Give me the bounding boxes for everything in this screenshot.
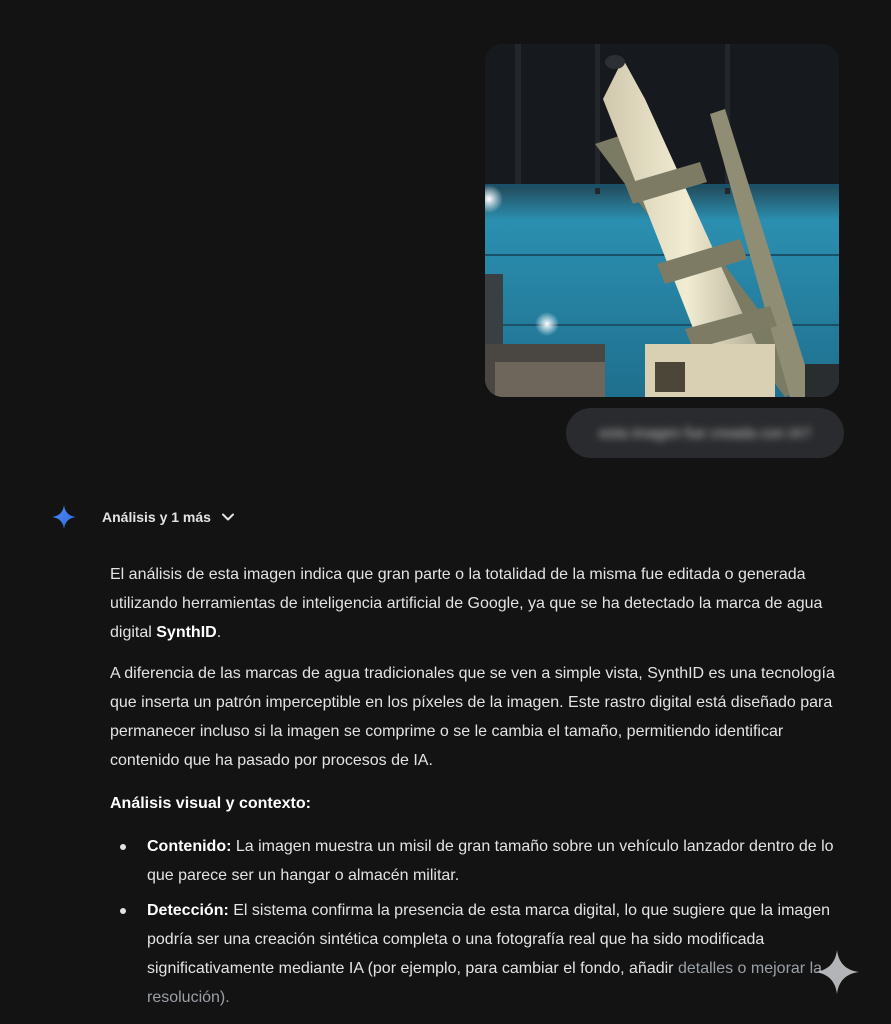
response-paragraph-1: El análisis de esta imagen indica que gran parte o la totalidad de la misma fue editada o generada utilizando herramientas de inteligencia artificial de Google, ya que se ha detectado la marca de agua digital SynthID. [110,566,823,641]
tools-used-toggle[interactable] [102,506,235,528]
user-query-bubble [566,408,844,458]
gemini-spark-icon [52,505,76,529]
section-heading: Análisis visual y contexto: [110,795,311,812]
gemini-sparkle-watermark-icon [813,948,861,996]
tools-used-label: Análisis y 1 más [102,509,211,525]
list-item-contenido: Contenido: La imagen muestra un misil de gran tamaño sobre un vehículo lanzador dentro de lo que parece ser un hangar o almacén militar. [147,832,840,890]
missile-photo-icon [485,44,839,397]
list-item-deteccion: Detección: El sistema confirma la presencia de esta marca digital, lo que sugiere que la imagen podría ser una creación sintética completa o una fotografía real que ha sido modificada significativamente mediante IA (por ejemplo, para cambiar el fondo, añadir detalles o mejorar la resolución). [147,896,840,1012]
response-body [110,560,840,1018]
analysis-list [110,832,840,1012]
synthid-bold: SynthID [156,624,217,641]
user-query-text: esta imagen fue creada con IA? [599,424,811,442]
uploaded-image[interactable] [485,44,839,397]
response-paragraph-2: A diferencia de las marcas de agua tradicionales que se ven a simple vista, SynthID es una tecnología que inserta un patrón imperceptible en los píxeles de la imagen. Este rastro digital está diseñado para permanecer incluso si la imagen se comprime o se le cambia el tamaño, permitiendo identificar contenido que ha pasado por procesos de IA. [110,665,835,769]
chevron-down-icon [221,510,235,524]
